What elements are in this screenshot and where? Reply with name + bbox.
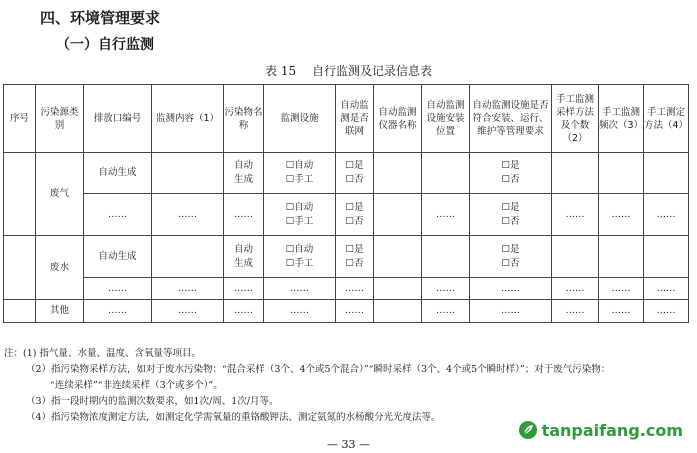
cell: ……: [422, 278, 470, 300]
checkbox-yes[interactable]: ☐是: [501, 160, 520, 171]
col-header: 序号: [4, 85, 36, 153]
table-caption: [0, 62, 697, 79]
checkbox-manual[interactable]: ☐手工: [285, 257, 314, 269]
cell: ……: [224, 194, 264, 236]
cell: ……: [422, 300, 470, 323]
cell: [552, 153, 599, 194]
col-header: 监测设施: [264, 85, 336, 153]
source-type-cell: 废气: [36, 153, 84, 236]
col-header: 自动监测设施是否符合安装、运行、维护等管理要求: [470, 85, 552, 153]
cell: ……: [336, 300, 374, 323]
checkbox-manual[interactable]: ☐手工: [285, 215, 314, 227]
source-type-cell: 其他: [36, 300, 84, 323]
cell: [422, 153, 470, 194]
cell: 自动生成: [84, 153, 152, 194]
checkbox-auto[interactable]: ☐自动: [285, 201, 314, 213]
cell: [374, 278, 422, 300]
col-header: 污染源类别: [36, 85, 84, 153]
cell: ……: [599, 194, 644, 236]
page-number: — 33 —: [327, 438, 370, 451]
checkbox-manual[interactable]: ☐手工: [285, 174, 314, 185]
cell: ……: [599, 300, 644, 323]
table-header-row: [4, 85, 689, 153]
cell: [599, 236, 644, 278]
compliance-checkbox-cell: [470, 194, 552, 236]
col-header: 自动监测仪器名称: [374, 85, 422, 153]
checkbox-no[interactable]: ☐否: [501, 174, 520, 185]
table-row: [4, 194, 689, 236]
cell: ……: [152, 300, 224, 323]
cell: ……: [644, 278, 689, 300]
checkbox-no[interactable]: ☐否: [501, 257, 520, 269]
cell: [4, 153, 36, 236]
cell: [152, 153, 224, 194]
cell: ……: [84, 194, 152, 236]
checkbox-yes[interactable]: ☐是: [501, 201, 520, 213]
cell: [152, 236, 224, 278]
cell: [552, 236, 599, 278]
cell: ……: [224, 278, 264, 300]
cell: ……: [552, 300, 599, 323]
watermark-text: tanpaifang.com: [541, 420, 683, 440]
cell: ……: [422, 194, 470, 236]
col-header: 污染物名称: [224, 85, 264, 153]
compliance-checkbox-cell: [470, 153, 552, 194]
cell: [599, 153, 644, 194]
source-type-cell: 废水: [36, 236, 84, 300]
table-row: [4, 236, 689, 278]
watermark: [518, 420, 683, 440]
table-row: [4, 300, 689, 323]
table-row: [4, 153, 689, 194]
section-title: 四、环境管理要求: [40, 9, 161, 27]
cell: [374, 236, 422, 278]
checkbox-auto[interactable]: ☐自动: [285, 160, 314, 171]
cell: [374, 194, 422, 236]
cell: [422, 236, 470, 278]
online-checkbox-cell: [336, 194, 374, 236]
cell: ……: [264, 300, 336, 323]
table-caption-label: 表 15: [265, 64, 297, 78]
cell: ……: [552, 278, 599, 300]
cell: ……: [224, 300, 264, 323]
note-line: （4）指污染物浓度测定方法，如测定化学需氧量的重铬酸钾法、测定氨氮的水杨酸分光光度法等。: [26, 412, 441, 423]
col-header: 手工测定方法（4）: [644, 85, 689, 153]
col-header: 手工监测频次（3）: [599, 85, 644, 153]
checkbox-yes[interactable]: ☐是: [345, 243, 364, 255]
cell: ……: [599, 278, 644, 300]
note-line: （3）指一段时期内的监测次数要求，如1次/周、1次/月等。: [26, 396, 279, 407]
checkbox-yes[interactable]: ☐是: [345, 201, 364, 213]
cell: ……: [644, 300, 689, 323]
checkbox-no[interactable]: ☐否: [501, 215, 520, 227]
facility-checkbox-cell: [264, 153, 336, 194]
leaf-logo-icon: [518, 420, 538, 440]
compliance-checkbox-cell: [470, 236, 552, 278]
col-header: 手工监测采样方法及个数（2）: [552, 85, 599, 153]
table-row: [4, 278, 689, 300]
cell: ……: [552, 194, 599, 236]
note-line: “连续采样”“非连续采样（3个或多个）”。: [50, 380, 223, 391]
cell: ……: [84, 278, 152, 300]
cell: [4, 300, 36, 323]
cell: [374, 300, 422, 323]
col-header: 监测内容（1）: [152, 85, 224, 153]
col-header: 自动监测是否联网: [336, 85, 374, 153]
cell: [644, 236, 689, 278]
col-header: 自动监测设施安装位置: [422, 85, 470, 153]
cell: ……: [152, 194, 224, 236]
cell: 自动 生成: [224, 236, 264, 278]
note-line: （2）指污染物采样方法，如对于废水污染物：“混合采样（3个、4个或5个混合）”“瞬时采样（3个、4个或5个瞬时样）”；对于废气污染物：: [26, 364, 611, 375]
checkbox-yes[interactable]: ☐是: [345, 160, 364, 171]
cell: 自动生成: [84, 236, 152, 278]
cell: [4, 236, 36, 300]
cell: ……: [264, 278, 336, 300]
checkbox-no[interactable]: ☐否: [345, 257, 364, 269]
monitoring-table: [3, 84, 689, 323]
cell: ……: [336, 278, 374, 300]
online-checkbox-cell: [336, 153, 374, 194]
facility-checkbox-cell: [264, 236, 336, 278]
checkbox-auto[interactable]: ☐自动: [285, 243, 314, 255]
cell: ……: [152, 278, 224, 300]
cell: [644, 153, 689, 194]
subsection-title: （一）自行监测: [56, 37, 154, 53]
checkbox-no[interactable]: ☐否: [345, 215, 364, 227]
checkbox-yes[interactable]: ☐是: [501, 243, 520, 255]
cell: 自动 生成: [224, 153, 264, 194]
online-checkbox-cell: [336, 236, 374, 278]
col-header: 排放口编号: [84, 85, 152, 153]
note-line: 注：(1) 指气量、水量、温度、含氧量等项目。: [4, 348, 201, 359]
cell: ……: [470, 278, 552, 300]
cell: ……: [470, 300, 552, 323]
cell: [374, 153, 422, 194]
facility-checkbox-cell: [264, 194, 336, 236]
checkbox-no[interactable]: ☐否: [345, 174, 364, 185]
table-caption-title: 自行监测及记录信息表: [311, 64, 432, 78]
cell: ……: [84, 300, 152, 323]
cell: ……: [644, 194, 689, 236]
